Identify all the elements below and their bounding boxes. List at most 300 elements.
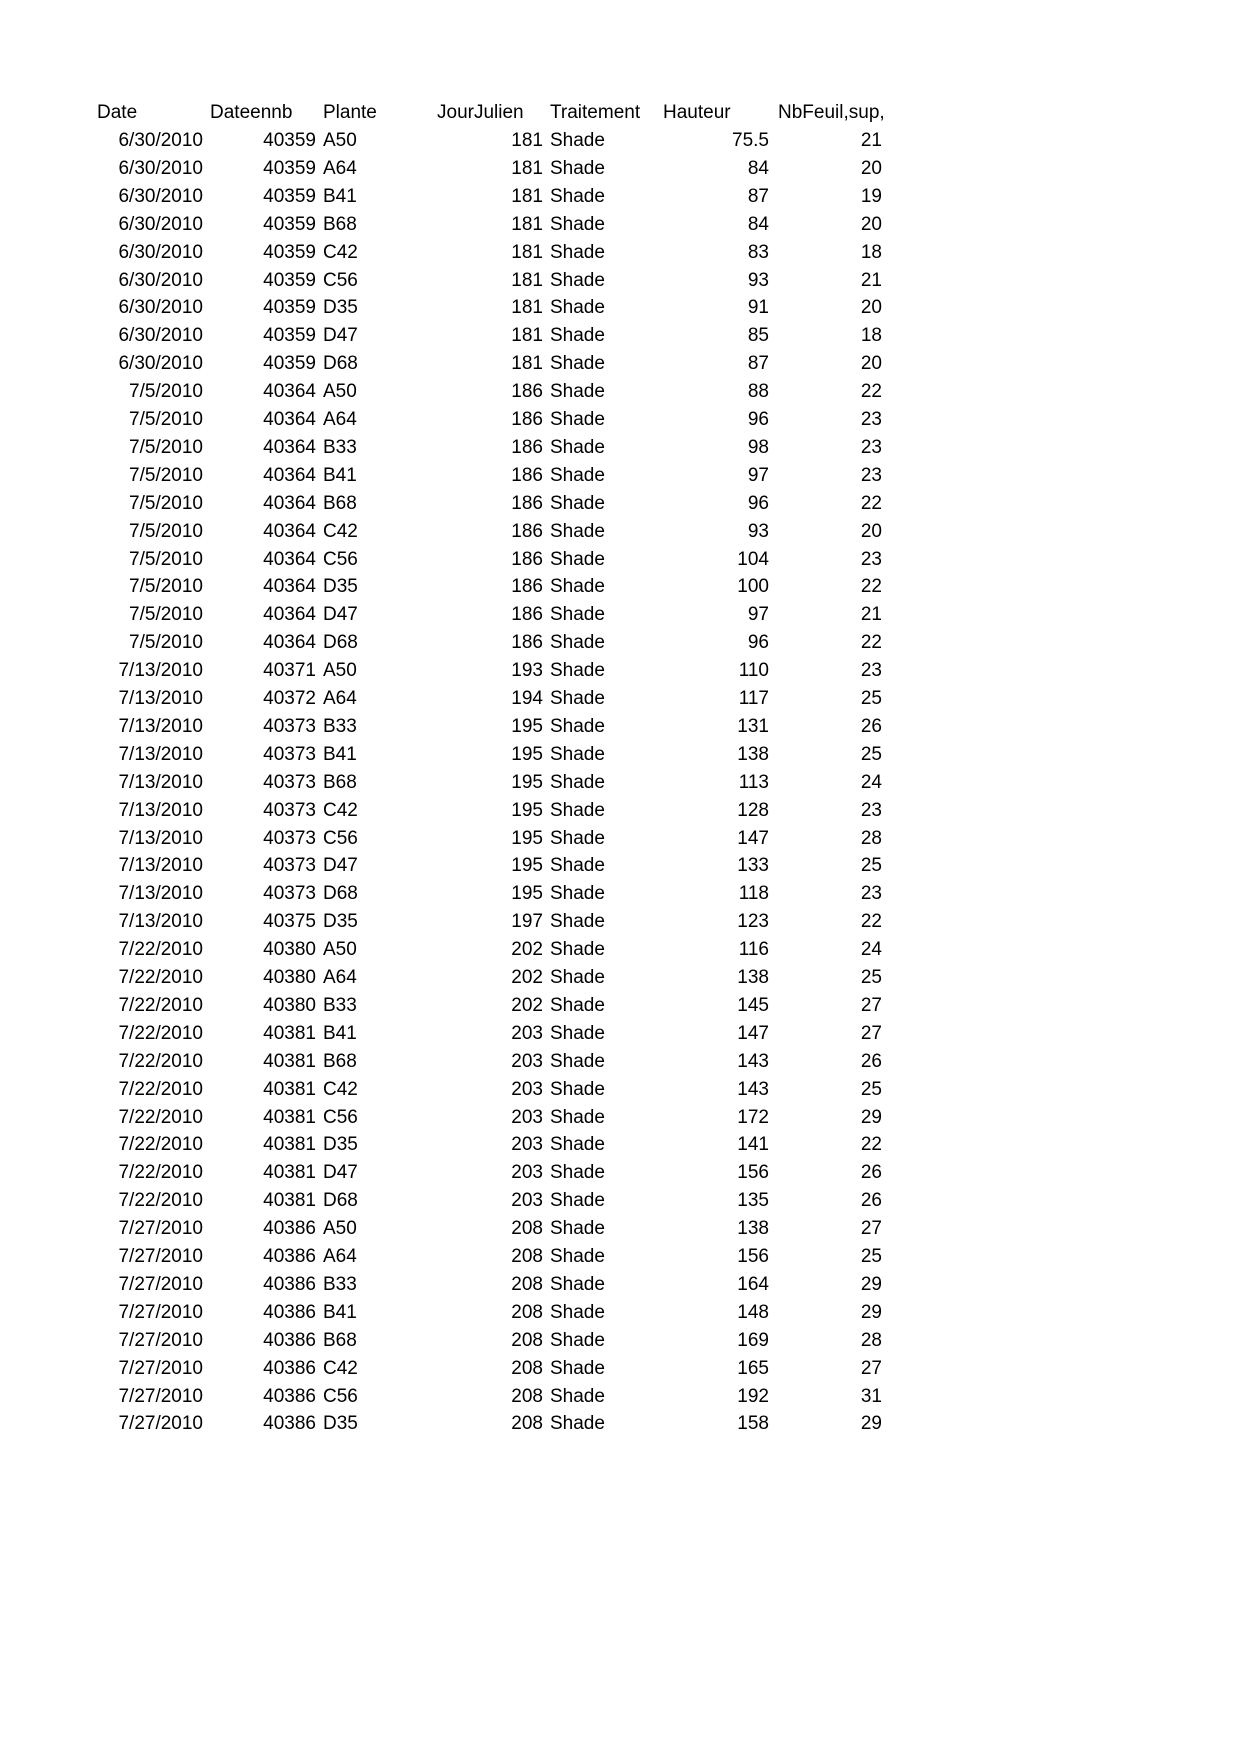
cell-nbfeuil: 23 [860, 436, 882, 458]
cell-dateennb: 40373 [263, 855, 316, 877]
table-row [0, 211, 1000, 239]
cell-plante: A50 [323, 660, 357, 682]
cell-traitement: Shade [550, 492, 605, 514]
table-row [0, 1104, 1000, 1132]
cell-dateennb: 40380 [263, 994, 316, 1016]
cell-traitement: Shade [550, 409, 605, 430]
cell-jourjulien: 208 [511, 1413, 543, 1435]
cell-date: 7/5/2010 [129, 464, 203, 486]
cell-plante: A64 [323, 1246, 357, 1267]
cell-date: 7/22/2010 [118, 1022, 203, 1044]
column-header-jourjulien: JourJulien [437, 102, 524, 123]
cell-nbfeuil: 27 [860, 1022, 882, 1044]
cell-traitement: Shade [550, 911, 605, 933]
table-row [0, 629, 1000, 657]
cell-jourjulien: 193 [511, 660, 543, 682]
cell-date: 7/5/2010 [129, 520, 203, 542]
cell-dateennb: 40386 [263, 1301, 316, 1323]
table-row [0, 1243, 1000, 1271]
cell-date: 7/13/2010 [118, 883, 203, 905]
cell-jourjulien: 195 [511, 743, 543, 765]
cell-nbfeuil: 22 [860, 1134, 882, 1156]
cell-traitement: Shade [550, 576, 605, 598]
cell-date: 7/13/2010 [118, 827, 203, 849]
cell-traitement: Shade [550, 1106, 605, 1128]
table-row [0, 1299, 1000, 1327]
cell-jourjulien: 195 [511, 771, 543, 793]
cell-traitement: Shade [550, 715, 605, 737]
cell-dateennb: 40371 [263, 660, 316, 682]
cell-plante: A50 [323, 381, 357, 403]
cell-traitement: Shade [550, 855, 605, 877]
cell-hauteur: 98 [747, 436, 769, 458]
cell-plante: A50 [323, 1218, 357, 1240]
cell-plante: C56 [323, 827, 358, 849]
cell-traitement: Shade [550, 269, 605, 291]
cell-dateennb: 40373 [263, 715, 316, 737]
cell-hauteur: 158 [737, 1413, 769, 1435]
cell-dateennb: 40364 [263, 492, 316, 514]
cell-hauteur: 96 [747, 492, 769, 514]
table-row [0, 378, 1000, 406]
cell-traitement: Shade [550, 548, 605, 570]
cell-plante: D68 [323, 632, 358, 654]
cell-nbfeuil: 27 [860, 1357, 882, 1379]
cell-traitement: Shade [550, 1329, 605, 1351]
cell-dateennb: 40359 [263, 157, 316, 179]
cell-jourjulien: 194 [511, 688, 543, 709]
cell-hauteur: 165 [737, 1357, 769, 1379]
cell-plante: B68 [323, 213, 357, 235]
cell-hauteur: 138 [737, 743, 769, 765]
cell-dateennb: 40380 [263, 939, 316, 961]
cell-dateennb: 40364 [263, 436, 316, 458]
cell-hauteur: 156 [737, 1162, 769, 1184]
table-row [0, 267, 1000, 295]
cell-hauteur: 96 [747, 409, 769, 430]
cell-traitement: Shade [550, 939, 605, 961]
cell-hauteur: 138 [737, 1218, 769, 1240]
cell-nbfeuil: 23 [860, 464, 882, 486]
table-row [0, 239, 1000, 267]
cell-plante: C42 [323, 520, 358, 542]
cell-hauteur: 96 [747, 632, 769, 654]
cell-traitement: Shade [550, 883, 605, 905]
cell-date: 7/22/2010 [118, 1190, 203, 1212]
cell-hauteur: 169 [737, 1329, 769, 1351]
cell-nbfeuil: 26 [860, 1050, 882, 1072]
cell-hauteur: 145 [737, 994, 769, 1016]
cell-date: 7/22/2010 [118, 1134, 203, 1156]
cell-jourjulien: 202 [511, 994, 543, 1016]
cell-traitement: Shade [550, 1385, 605, 1407]
cell-plante: D35 [323, 1413, 358, 1435]
cell-plante: B41 [323, 1022, 357, 1044]
cell-traitement: Shade [550, 1246, 605, 1267]
cell-hauteur: 100 [737, 576, 769, 598]
cell-hauteur: 84 [747, 157, 769, 179]
cell-hauteur: 147 [737, 827, 769, 849]
cell-dateennb: 40381 [263, 1078, 316, 1100]
cell-jourjulien: 186 [511, 548, 543, 570]
cell-jourjulien: 186 [511, 464, 543, 486]
table-row [0, 825, 1000, 853]
cell-dateennb: 40381 [263, 1050, 316, 1072]
cell-plante: D68 [323, 1190, 358, 1212]
cell-jourjulien: 186 [511, 436, 543, 458]
cell-dateennb: 40381 [263, 1162, 316, 1184]
cell-date: 7/22/2010 [118, 1106, 203, 1128]
cell-plante: D68 [323, 883, 358, 905]
cell-dateennb: 40364 [263, 632, 316, 654]
cell-traitement: Shade [550, 241, 605, 263]
cell-hauteur: 104 [737, 548, 769, 570]
cell-date: 7/13/2010 [118, 855, 203, 877]
cell-plante: A64 [323, 688, 357, 709]
cell-nbfeuil: 21 [860, 604, 882, 626]
cell-date: 6/30/2010 [118, 213, 203, 235]
table-row [0, 573, 1000, 601]
cell-dateennb: 40364 [263, 576, 316, 598]
table-row [0, 1131, 1000, 1159]
cell-hauteur: 143 [737, 1050, 769, 1072]
cell-dateennb: 40375 [263, 911, 316, 933]
table-row [0, 992, 1000, 1020]
cell-jourjulien: 203 [511, 1022, 543, 1044]
table-row [0, 434, 1000, 462]
cell-dateennb: 40359 [263, 241, 316, 263]
cell-jourjulien: 195 [511, 883, 543, 905]
cell-nbfeuil: 20 [860, 157, 882, 179]
cell-nbfeuil: 28 [860, 1329, 882, 1351]
table-row [0, 880, 1000, 908]
cell-nbfeuil: 27 [860, 994, 882, 1016]
cell-nbfeuil: 22 [860, 576, 882, 598]
cell-traitement: Shade [550, 297, 605, 319]
cell-dateennb: 40381 [263, 1022, 316, 1044]
cell-traitement: Shade [550, 827, 605, 849]
cell-hauteur: 87 [747, 185, 769, 207]
cell-dateennb: 40372 [263, 688, 316, 709]
cell-dateennb: 40359 [263, 325, 316, 347]
cell-traitement: Shade [550, 353, 605, 375]
table-row [0, 462, 1000, 490]
cell-plante: C42 [323, 1357, 358, 1379]
table-row [0, 1410, 1000, 1438]
cell-jourjulien: 186 [511, 409, 543, 430]
cell-traitement: Shade [550, 688, 605, 709]
column-header-hauteur: Hauteur [663, 102, 731, 123]
cell-jourjulien: 186 [511, 632, 543, 654]
cell-jourjulien: 181 [511, 325, 543, 347]
table-row [0, 936, 1000, 964]
cell-jourjulien: 181 [511, 213, 543, 235]
cell-date: 7/5/2010 [129, 436, 203, 458]
cell-nbfeuil: 19 [860, 185, 882, 207]
cell-plante: B33 [323, 994, 357, 1016]
cell-dateennb: 40386 [263, 1246, 316, 1267]
cell-jourjulien: 181 [511, 353, 543, 375]
cell-date: 7/22/2010 [118, 939, 203, 961]
cell-jourjulien: 195 [511, 855, 543, 877]
cell-traitement: Shade [550, 325, 605, 347]
cell-dateennb: 40364 [263, 464, 316, 486]
cell-date: 7/27/2010 [118, 1218, 203, 1240]
cell-date: 7/27/2010 [118, 1301, 203, 1323]
cell-jourjulien: 202 [511, 967, 543, 988]
cell-jourjulien: 181 [511, 241, 543, 263]
cell-date: 6/30/2010 [118, 157, 203, 179]
cell-date: 7/27/2010 [118, 1246, 203, 1267]
cell-date: 7/27/2010 [118, 1273, 203, 1295]
cell-traitement: Shade [550, 994, 605, 1016]
cell-hauteur: 131 [737, 715, 769, 737]
cell-date: 7/5/2010 [129, 548, 203, 570]
cell-date: 6/30/2010 [118, 325, 203, 347]
cell-hauteur: 87 [747, 353, 769, 375]
cell-jourjulien: 203 [511, 1162, 543, 1184]
cell-plante: B33 [323, 1273, 357, 1295]
cell-nbfeuil: 23 [860, 660, 882, 682]
table-row [0, 350, 1000, 378]
table-row [0, 908, 1000, 936]
cell-hauteur: 128 [737, 799, 769, 821]
cell-traitement: Shade [550, 771, 605, 793]
table-row [0, 127, 1000, 155]
cell-plante: C42 [323, 799, 358, 821]
column-header-traitement: Traitement [550, 102, 641, 123]
cell-traitement: Shade [550, 1301, 605, 1323]
cell-date: 6/30/2010 [118, 269, 203, 291]
cell-hauteur: 118 [738, 883, 769, 905]
cell-traitement: Shade [550, 604, 605, 626]
table-row [0, 155, 1000, 183]
cell-plante: C56 [323, 269, 358, 291]
cell-hauteur: 172 [737, 1106, 769, 1128]
table-row [0, 1076, 1000, 1104]
cell-plante: B68 [323, 1050, 357, 1072]
cell-hauteur: 97 [747, 464, 769, 486]
cell-plante: B41 [323, 185, 357, 207]
cell-date: 7/13/2010 [118, 743, 203, 765]
cell-plante: D47 [323, 325, 358, 347]
cell-nbfeuil: 24 [860, 939, 882, 961]
cell-nbfeuil: 27 [860, 1218, 882, 1240]
cell-traitement: Shade [550, 1050, 605, 1072]
cell-nbfeuil: 26 [860, 1162, 882, 1184]
cell-dateennb: 40364 [263, 381, 316, 403]
table-row [0, 713, 1000, 741]
table-row [0, 769, 1000, 797]
cell-plante: B33 [323, 715, 357, 737]
cell-dateennb: 40359 [263, 353, 316, 375]
cell-nbfeuil: 20 [860, 297, 882, 319]
cell-jourjulien: 186 [511, 520, 543, 542]
cell-traitement: Shade [550, 1078, 605, 1100]
cell-dateennb: 40381 [263, 1190, 316, 1212]
cell-dateennb: 40364 [263, 604, 316, 626]
cell-date: 7/5/2010 [129, 604, 203, 626]
cell-jourjulien: 181 [511, 297, 543, 319]
column-header-nbfeuil: NbFeuil,sup, [778, 102, 885, 123]
cell-dateennb: 40359 [263, 130, 316, 151]
cell-nbfeuil: 26 [860, 1190, 882, 1212]
cell-hauteur: 117 [738, 688, 769, 709]
cell-nbfeuil: 20 [860, 353, 882, 375]
cell-nbfeuil: 22 [860, 911, 882, 933]
cell-date: 7/27/2010 [118, 1357, 203, 1379]
cell-jourjulien: 181 [511, 185, 543, 207]
cell-hauteur: 192 [737, 1385, 769, 1407]
cell-traitement: Shade [550, 520, 605, 542]
cell-dateennb: 40373 [263, 827, 316, 849]
cell-date: 7/13/2010 [118, 771, 203, 793]
cell-plante: C56 [323, 548, 358, 570]
cell-date: 7/13/2010 [118, 660, 203, 682]
cell-traitement: Shade [550, 157, 605, 179]
table-row [0, 741, 1000, 769]
cell-plante: D35 [323, 1134, 358, 1156]
cell-date: 7/5/2010 [129, 492, 203, 514]
cell-hauteur: 110 [738, 660, 769, 682]
table-row [0, 1159, 1000, 1187]
table-row [0, 1215, 1000, 1243]
cell-jourjulien: 181 [511, 157, 543, 179]
cell-traitement: Shade [550, 464, 605, 486]
cell-nbfeuil: 31 [860, 1385, 882, 1407]
cell-date: 7/5/2010 [129, 576, 203, 598]
cell-jourjulien: 195 [511, 827, 543, 849]
cell-nbfeuil: 25 [860, 1246, 882, 1267]
cell-date: 7/22/2010 [118, 1162, 203, 1184]
cell-nbfeuil: 23 [860, 409, 882, 430]
cell-plante: B41 [323, 743, 357, 765]
cell-date: 7/22/2010 [118, 994, 203, 1016]
cell-traitement: Shade [550, 1162, 605, 1184]
cell-dateennb: 40381 [263, 1106, 316, 1128]
cell-nbfeuil: 29 [860, 1273, 882, 1295]
cell-dateennb: 40381 [263, 1134, 316, 1156]
cell-dateennb: 40386 [263, 1218, 316, 1240]
cell-nbfeuil: 18 [860, 325, 882, 347]
table-row [0, 322, 1000, 350]
table-row [0, 685, 1000, 713]
cell-nbfeuil: 25 [860, 1078, 882, 1100]
table-row [0, 546, 1000, 574]
cell-traitement: Shade [550, 632, 605, 654]
cell-traitement: Shade [550, 1273, 605, 1295]
cell-dateennb: 40386 [263, 1413, 316, 1435]
cell-dateennb: 40359 [263, 297, 316, 319]
cell-jourjulien: 203 [511, 1106, 543, 1128]
cell-jourjulien: 186 [511, 381, 543, 403]
table-row [0, 294, 1000, 322]
cell-plante: B41 [323, 1301, 357, 1323]
table-row [0, 797, 1000, 825]
cell-jourjulien: 203 [511, 1078, 543, 1100]
cell-date: 6/30/2010 [118, 185, 203, 207]
cell-jourjulien: 186 [511, 576, 543, 598]
cell-hauteur: 97 [747, 604, 769, 626]
cell-dateennb: 40373 [263, 743, 316, 765]
cell-date: 6/30/2010 [118, 297, 203, 319]
cell-plante: C42 [323, 1078, 358, 1100]
cell-nbfeuil: 20 [860, 520, 882, 542]
cell-hauteur: 135 [737, 1190, 769, 1212]
cell-traitement: Shade [550, 213, 605, 235]
cell-plante: A64 [323, 967, 357, 988]
cell-dateennb: 40359 [263, 213, 316, 235]
cell-date: 7/5/2010 [129, 381, 203, 403]
cell-nbfeuil: 25 [860, 688, 882, 709]
table-row [0, 601, 1000, 629]
cell-jourjulien: 208 [511, 1301, 543, 1323]
cell-plante: D35 [323, 911, 358, 933]
cell-traitement: Shade [550, 1357, 605, 1379]
cell-hauteur: 133 [737, 855, 769, 877]
cell-plante: D47 [323, 604, 358, 626]
cell-date: 7/22/2010 [118, 967, 203, 988]
column-header-plante: Plante [323, 102, 377, 123]
cell-plante: C56 [323, 1385, 358, 1407]
cell-traitement: Shade [550, 1134, 605, 1156]
table-row [0, 964, 1000, 992]
cell-dateennb: 40386 [263, 1329, 316, 1351]
cell-plante: C56 [323, 1106, 358, 1128]
table-row [0, 406, 1000, 434]
cell-traitement: Shade [550, 185, 605, 207]
cell-date: 7/5/2010 [129, 632, 203, 654]
cell-plante: D68 [323, 353, 358, 375]
cell-traitement: Shade [550, 436, 605, 458]
cell-hauteur: 75.5 [732, 130, 769, 151]
cell-hauteur: 148 [737, 1301, 769, 1323]
cell-hauteur: 116 [738, 939, 769, 961]
cell-nbfeuil: 23 [860, 883, 882, 905]
cell-plante: B68 [323, 1329, 357, 1351]
cell-hauteur: 123 [737, 911, 769, 933]
table-row [0, 1048, 1000, 1076]
column-header-dateennb: Dateennb [210, 102, 293, 123]
cell-hauteur: 141 [737, 1134, 769, 1156]
cell-dateennb: 40364 [263, 409, 316, 430]
cell-nbfeuil: 23 [860, 548, 882, 570]
cell-nbfeuil: 20 [860, 213, 882, 235]
cell-traitement: Shade [550, 381, 605, 403]
cell-plante: D47 [323, 855, 358, 877]
cell-plante: A64 [323, 409, 357, 430]
cell-nbfeuil: 21 [860, 269, 882, 291]
table-row [0, 657, 1000, 685]
cell-jourjulien: 186 [511, 492, 543, 514]
cell-nbfeuil: 29 [860, 1413, 882, 1435]
cell-nbfeuil: 25 [860, 967, 882, 988]
cell-jourjulien: 203 [511, 1050, 543, 1072]
cell-hauteur: 83 [747, 241, 769, 263]
cell-jourjulien: 181 [511, 130, 543, 151]
cell-jourjulien: 203 [511, 1190, 543, 1212]
cell-dateennb: 40373 [263, 883, 316, 905]
table-row [0, 1355, 1000, 1383]
cell-nbfeuil: 22 [860, 492, 882, 514]
cell-jourjulien: 195 [511, 715, 543, 737]
cell-traitement: Shade [550, 967, 605, 988]
table-row [0, 490, 1000, 518]
cell-plante: A64 [323, 157, 357, 179]
cell-plante: B68 [323, 492, 357, 514]
cell-jourjulien: 208 [511, 1385, 543, 1407]
cell-date: 7/13/2010 [118, 715, 203, 737]
